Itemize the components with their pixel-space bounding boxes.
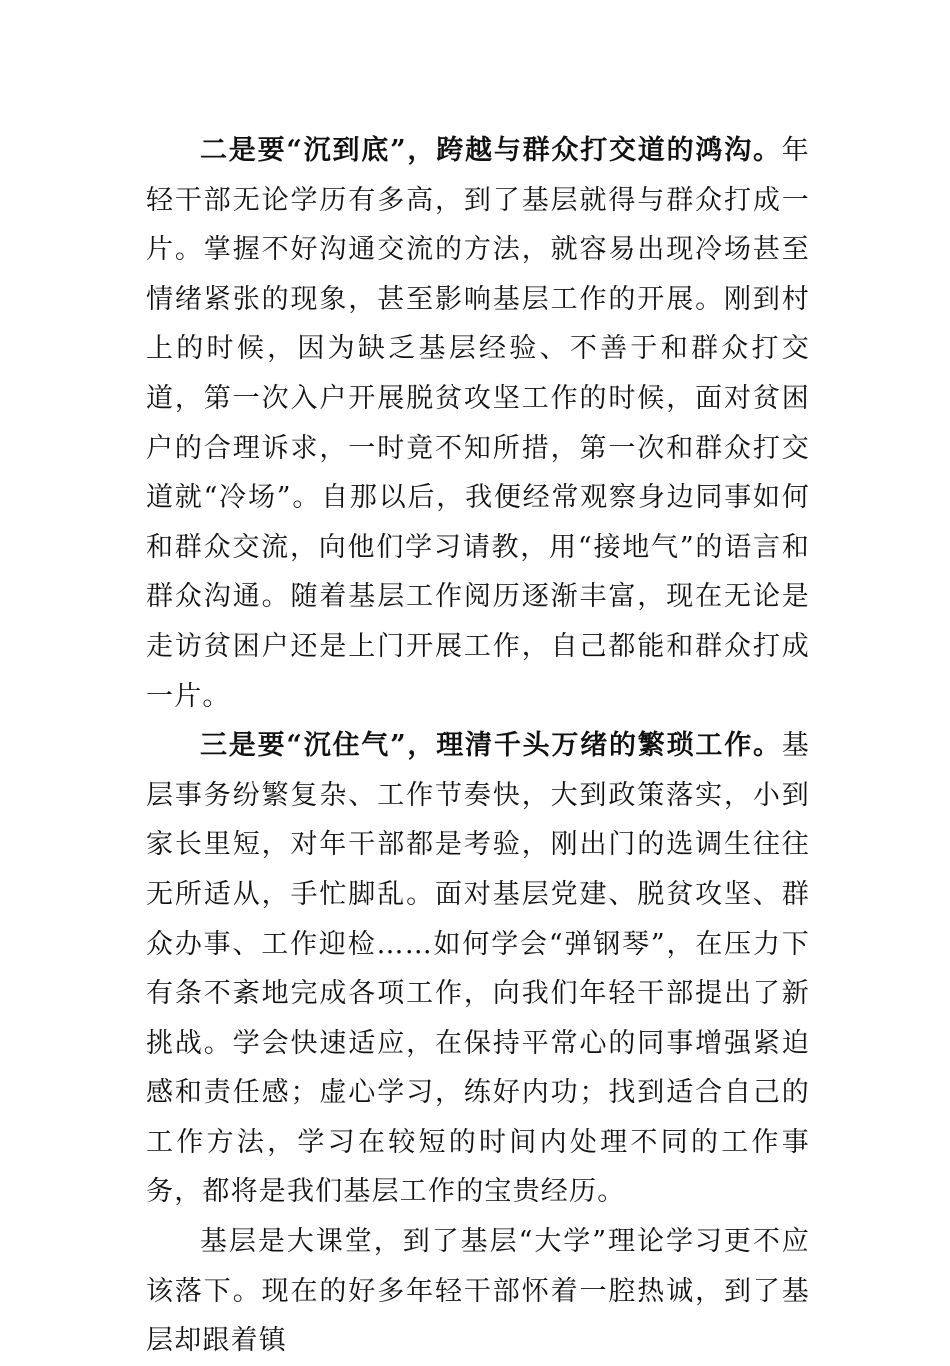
paragraph-lead-heading: 三是要“沉住气”，理清千头万绪的繁琐工作。 xyxy=(200,730,782,762)
paragraph-text: 基层事务纷繁复杂、工作节奏快，大到政策落实，小到家长里短，对年干部都是考验，刚出门的选调生往往无所适从，手忙脚乱。面对基层党建、脱贫攻坚、群众办事、工作迎检……如何学会“弹钢琴”，在压力下有条不紊地完成各项工作，向我们年轻干部提出了新挑战。学会快速适应，在保持平常心的同事增强紧迫感和责任感；虚心学习，练好内功；找到适合自己的工作方法，学习在较短的时间内处理不同的工作事务，都将是我们基层工作的宝贵经历。 xyxy=(146,730,810,1208)
document-body xyxy=(146,126,810,1366)
paragraph-lead-heading: 二是要“沉到底”，跨越与群众打交道的鸿沟。 xyxy=(200,135,782,166)
paragraph-stay-calm xyxy=(146,721,810,1217)
paragraph-sink-to-bottom xyxy=(146,126,810,721)
paragraph-text: 基层是大课堂，到了基层“大学”理论学习更不应该落下。现在的好多年轻干部怀着一腔热诚，到了基层却跟着镇 xyxy=(146,1226,810,1357)
paragraph-text: 年轻干部无论学历有多高，到了基层就得与群众打成一片。掌握不好沟通交流的方法，就容易出现冷场甚至情绪紧张的现象，甚至影响基层工作的开展。刚到村上的时候，因为缺乏基层经验、不善于和群众打交道，第一次入户开展脱贫攻坚工作的时候，面对贫困户的合理诉求，一时竟不知所措，第一次和群众打交道就“冷场”。自那以后，我便经常观察身边同事如何和群众交流，向他们学习请教，用“接地气”的语言和群众沟通。随着基层工作阅历逐渐丰富，现在无论是走访贫困户还是上门开展工作，自己都能和群众打成一片。 xyxy=(146,135,810,712)
